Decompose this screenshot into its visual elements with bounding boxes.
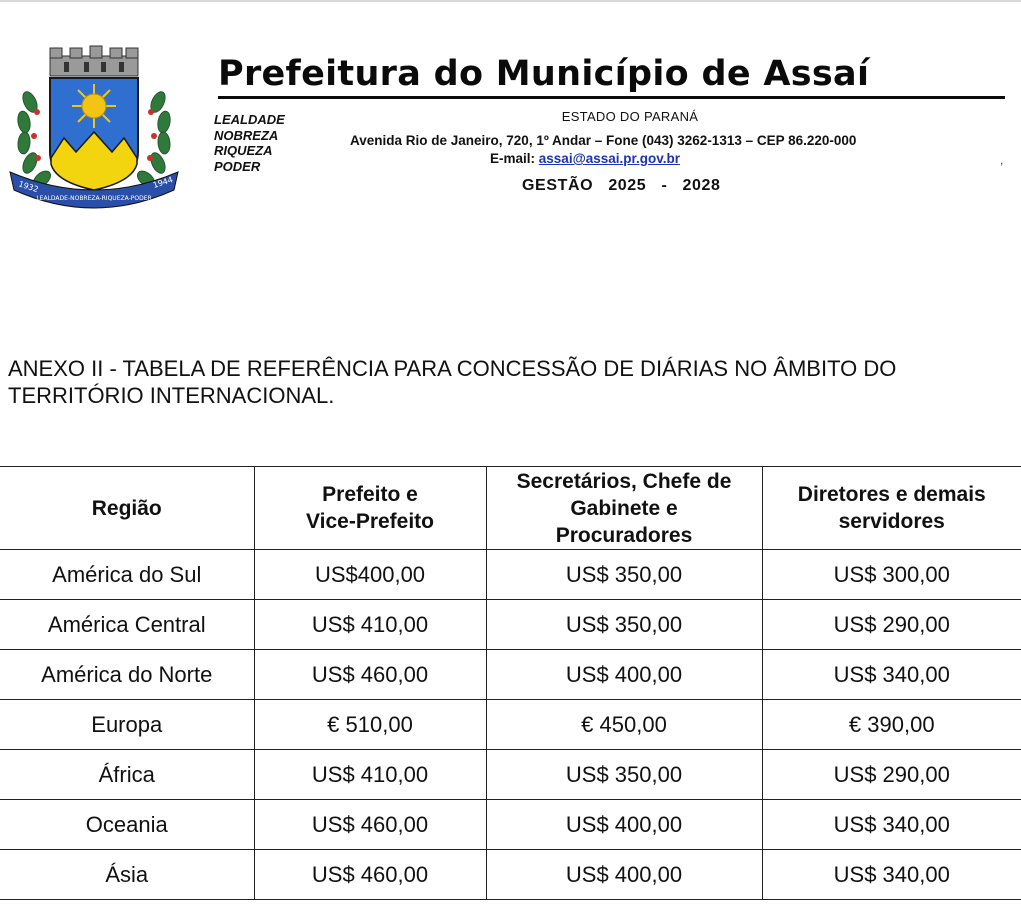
motto-line: LEALDADE [214,112,285,127]
trailing-mark: , [1000,153,1004,167]
rate-cell: US$ 400,00 [486,850,762,900]
crest-ribbon-text: LEALDADE-NOBREZA-RIQUEZA-PODER [36,195,152,202]
table-row [0,850,1021,900]
rate-cell: € 450,00 [486,700,762,750]
rate-cell: US$ 340,00 [762,800,1021,850]
header-cell [254,467,486,550]
rate-cell: US$ 350,00 [486,600,762,650]
header-cell [486,467,762,550]
table-row [0,750,1021,800]
region-cell: América do Sul [0,550,254,600]
rate-cell: US$ 460,00 [254,800,486,850]
header-line: Gabinete e [570,496,678,520]
table-row [0,800,1021,850]
region-cell: Ásia [0,850,254,900]
org-title: Prefeitura do Município de Assaí [218,54,870,94]
rate-cell: US$ 340,00 [762,650,1021,700]
region-cell: América do Norte [0,650,254,700]
gestao-label: GESTÃO [522,177,594,194]
rate-cell: US$ 300,00 [762,550,1021,600]
motto [214,112,344,174]
region-cell: Europa [0,700,254,750]
municipal-crest [4,40,184,215]
rate-cell: US$ 460,00 [254,850,486,900]
rates-table [0,466,1021,900]
address-line: Avenida Rio de Janeiro, 720, 1º Andar – Fone (043) 3262-1313 – CEP 86.220-000 [350,133,857,148]
gestao-separator: - [661,177,668,194]
rate-cell: US$ 350,00 [486,750,762,800]
motto-line: PODER [214,158,261,174]
header-line: Secretários, Chefe de [516,469,732,493]
rate-cell: US$ 340,00 [762,850,1021,900]
email-link[interactable]: assai@assai.pr.gov.br [538,151,681,166]
rate-cell: US$ 290,00 [762,600,1021,650]
rate-cell: € 510,00 [254,700,486,750]
table-row [0,600,1021,650]
header-cell [762,467,1021,550]
region-cell: Oceania [0,800,254,850]
rate-cell: US$ 290,00 [762,750,1021,800]
top-border [0,0,1021,2]
rate-cell: US$ 350,00 [486,550,762,600]
crest-ribbon-year-right: 1944 [151,175,174,190]
title-underline [218,96,1005,99]
table-row [0,700,1021,750]
rate-cell: US$400,00 [254,550,486,600]
gestao-end: 2028 [682,177,721,194]
rate-cell: US$ 460,00 [254,650,486,700]
header-line: Vice-Prefeito [306,510,434,533]
header-line: Diretores e demais [797,483,986,506]
table-header-row [0,467,1021,550]
gestao-line [522,177,721,195]
email-label: E-mail: [490,151,536,166]
table-row [0,550,1021,600]
gestao-start: 2025 [608,177,647,194]
header-line: servidores [838,510,945,533]
annex-title: ANEXO II - TABELA DE REFERÊNCIA PARA CONCESSÃO DE DIÁRIAS NO ÂMBITO DO TERRITÓRIO INTERNACIONAL. [8,356,897,408]
motto-line: NOBREZA [214,127,279,143]
motto-line: RIQUEZA [214,143,273,158]
rate-cell: US$ 410,00 [254,600,486,650]
state-name: ESTADO DO PARANÁ [561,109,699,124]
header-line: Região [91,496,162,520]
rate-cell: € 390,00 [762,700,1021,750]
rate-cell: US$ 400,00 [486,800,762,850]
region-cell: África [0,750,254,800]
header-line: Prefeito e [322,483,418,506]
region-cell: América Central [0,600,254,650]
rate-cell: US$ 400,00 [486,650,762,700]
email-line [490,151,770,166]
rate-cell: US$ 410,00 [254,750,486,800]
table-row [0,650,1021,700]
header-line: Procuradores [555,523,693,547]
crest-ribbon-year-left: 1932 [17,179,40,195]
header-cell [0,467,254,550]
